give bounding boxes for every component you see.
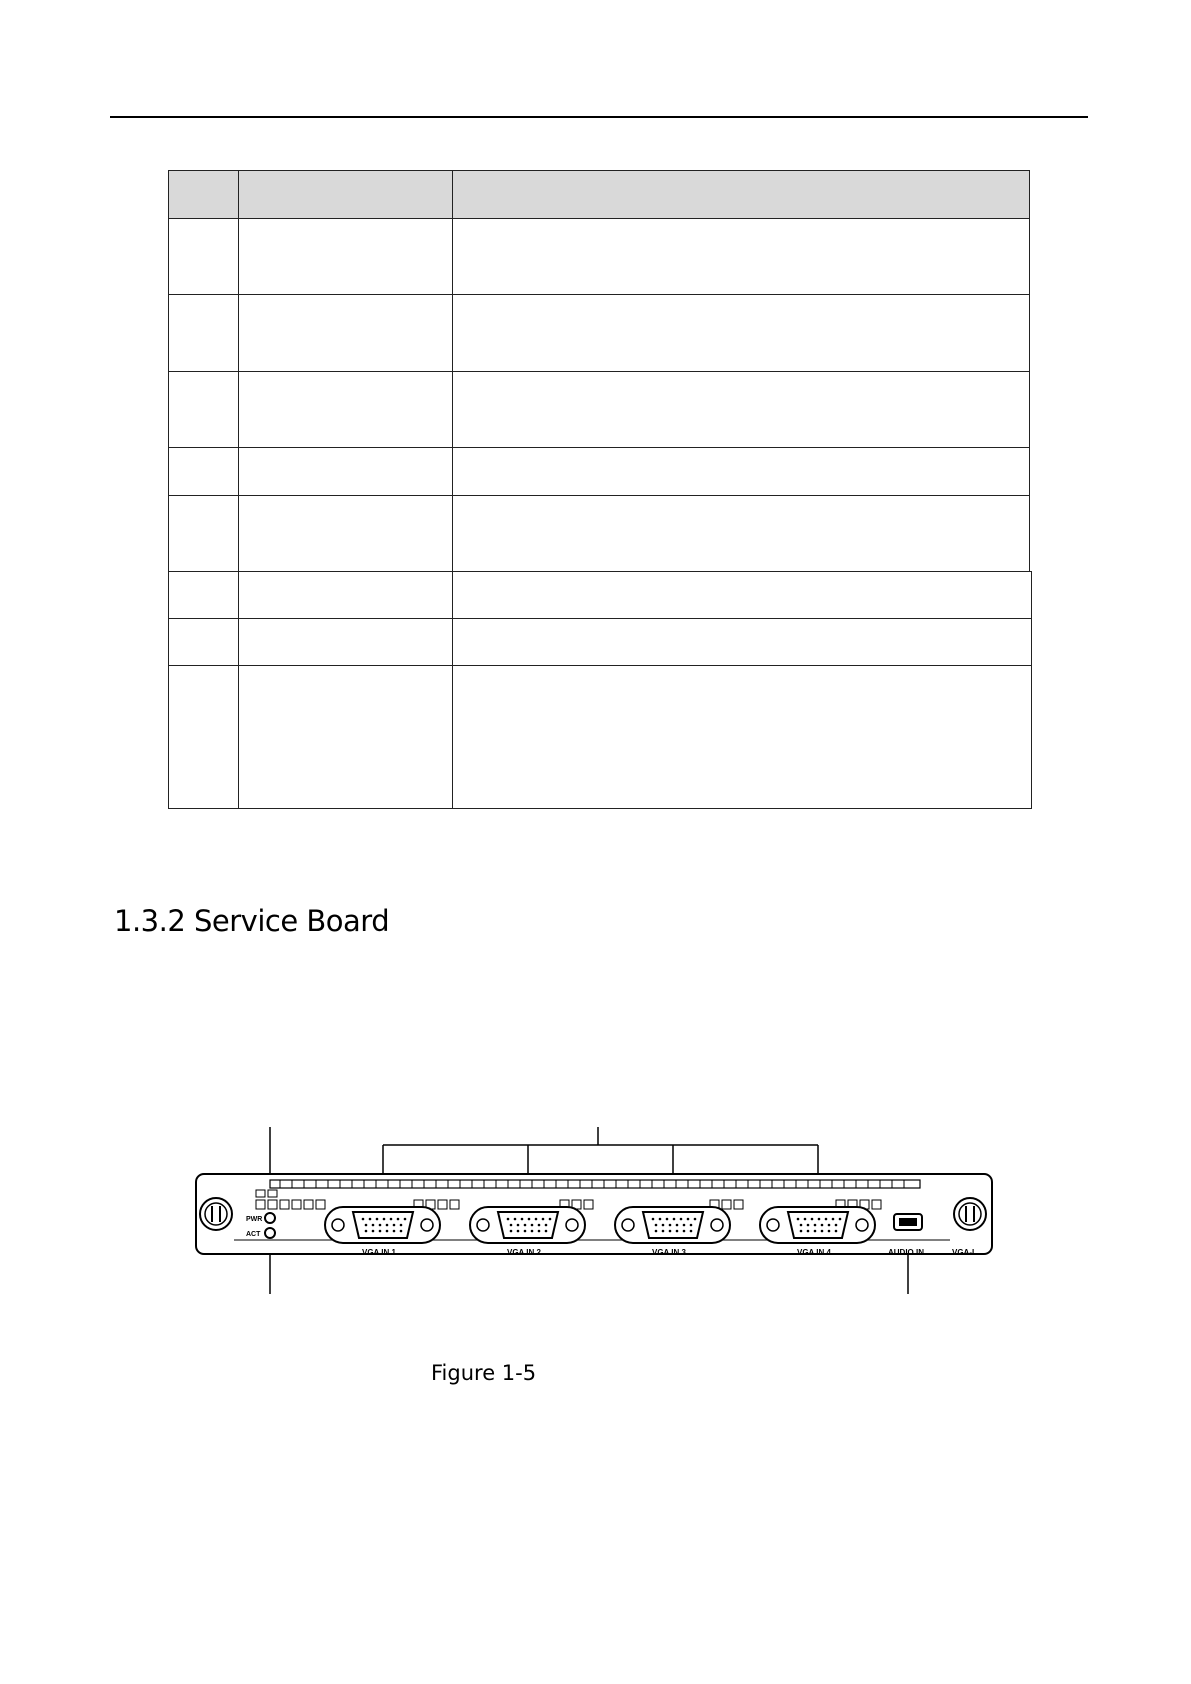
vga-port-1 — [325, 1207, 440, 1243]
header-rule — [110, 116, 1088, 118]
table-rule — [168, 808, 1032, 809]
vga-in-3-label: VGA IN 3 — [652, 1248, 686, 1257]
service-board-figure — [190, 1120, 1010, 1300]
left-screw — [200, 1198, 232, 1230]
service-board-diagram — [190, 1120, 1010, 1300]
act-label: ACT — [246, 1231, 261, 1238]
table-rule — [168, 218, 1030, 219]
table-rule — [168, 618, 1032, 619]
table-rule — [168, 665, 1032, 666]
table-rule — [452, 170, 453, 809]
board-name-label: VGA-I — [952, 1248, 975, 1257]
table-rule — [168, 447, 1030, 448]
pwr-led — [265, 1213, 275, 1223]
vga-in-2-label: VGA IN 2 — [507, 1248, 541, 1257]
table-rule — [168, 294, 1030, 295]
pwr-label: PWR — [246, 1216, 263, 1223]
vga-in-4-label: VGA IN 4 — [797, 1248, 831, 1257]
spec-table — [168, 170, 1034, 812]
vga-in-1-label: VGA IN 1 — [362, 1248, 396, 1257]
audio-in-label: AUDIO IN — [888, 1248, 924, 1257]
table-rule — [168, 371, 1030, 372]
vga-port-2 — [470, 1207, 585, 1243]
table-header-row — [168, 170, 1030, 218]
act-led — [265, 1228, 275, 1238]
table-rule — [168, 170, 169, 809]
vga-port-3 — [615, 1207, 730, 1243]
table-rule — [168, 571, 1032, 572]
section-heading: 1.3.2 Service Board — [114, 904, 390, 939]
table-rule — [168, 495, 1030, 496]
vga-port-4 — [760, 1207, 875, 1243]
table-rule — [1029, 170, 1030, 572]
table-rule — [168, 170, 1030, 171]
right-screw — [954, 1198, 986, 1230]
table-rule — [1031, 571, 1032, 809]
audio-in-port — [894, 1214, 922, 1230]
table-rule — [238, 170, 239, 809]
figure-caption: Figure 1-5 — [431, 1361, 537, 1385]
